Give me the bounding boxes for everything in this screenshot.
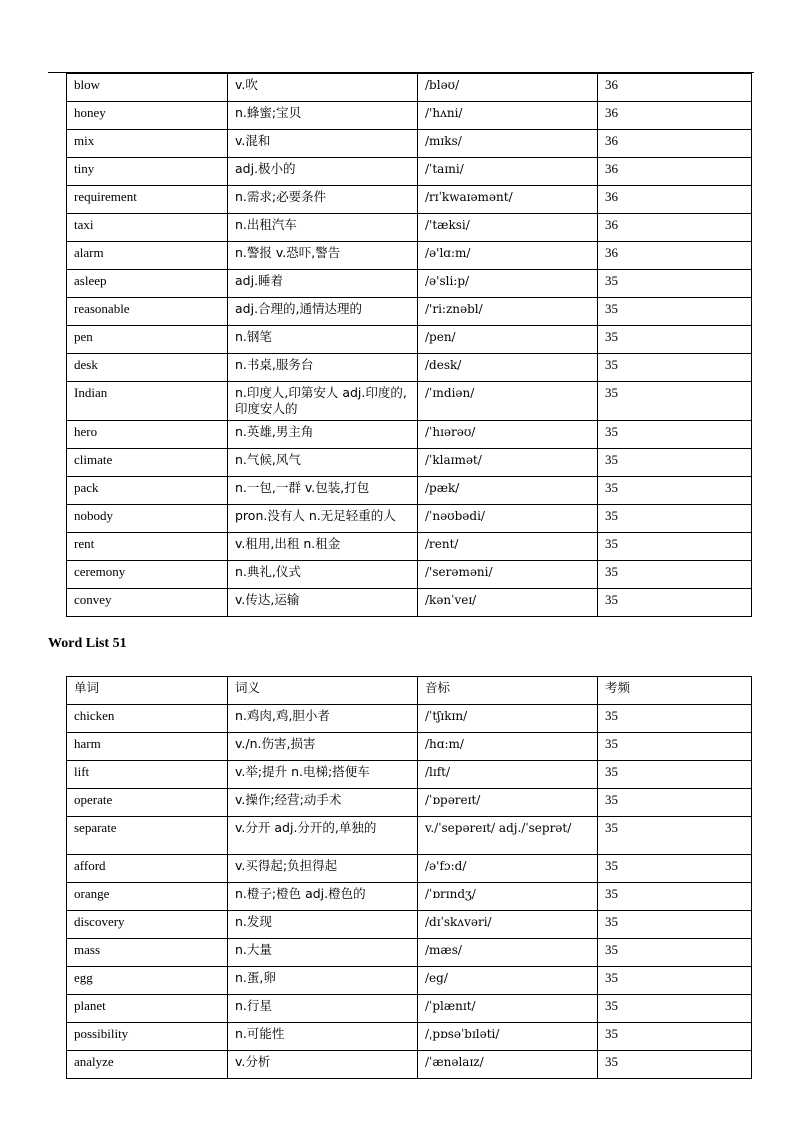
table-row bbox=[67, 354, 752, 382]
phonetic-cell: /ə'fɔ:d/ bbox=[418, 855, 598, 883]
definition-cell: v.分析 bbox=[228, 1051, 418, 1079]
frequency-cell: 35 bbox=[598, 995, 752, 1023]
table-row bbox=[67, 505, 752, 533]
table-row bbox=[67, 939, 752, 967]
word-cell: pen bbox=[67, 326, 228, 354]
table-row bbox=[67, 589, 752, 617]
frequency-cell: 35 bbox=[598, 883, 752, 911]
word-cell: ceremony bbox=[67, 561, 228, 589]
frequency-cell: 35 bbox=[598, 561, 752, 589]
word-cell: climate bbox=[67, 449, 228, 477]
definition-cell: n.书桌,服务台 bbox=[228, 354, 418, 382]
table-row bbox=[67, 817, 752, 855]
definition-cell: v./n.伤害,损害 bbox=[228, 733, 418, 761]
definition-cell: n.气候,风气 bbox=[228, 449, 418, 477]
frequency-cell: 35 bbox=[598, 939, 752, 967]
frequency-cell: 35 bbox=[598, 533, 752, 561]
table-row bbox=[67, 883, 752, 911]
phonetic-cell: /ə'lɑ:m/ bbox=[418, 242, 598, 270]
word-cell: pack bbox=[67, 477, 228, 505]
definition-cell: n.橙子;橙色 adj.橙色的 bbox=[228, 883, 418, 911]
frequency-cell: 36 bbox=[598, 214, 752, 242]
word-cell: mass bbox=[67, 939, 228, 967]
definition-cell: v.买得起;负担得起 bbox=[228, 855, 418, 883]
table-row bbox=[67, 533, 752, 561]
frequency-cell: 35 bbox=[598, 911, 752, 939]
table-row bbox=[67, 158, 752, 186]
phonetic-cell: /ˈɪndiən/ bbox=[418, 382, 598, 421]
definition-cell: v.分开 adj.分开的,单独的 bbox=[228, 817, 418, 855]
definition-cell: v.混和 bbox=[228, 130, 418, 158]
frequency-cell: 35 bbox=[598, 817, 752, 855]
table-row bbox=[67, 186, 752, 214]
definition-cell: n.行星 bbox=[228, 995, 418, 1023]
word-cell: harm bbox=[67, 733, 228, 761]
phonetic-cell: /mɪks/ bbox=[418, 130, 598, 158]
phonetic-cell: /rent/ bbox=[418, 533, 598, 561]
phonetic-cell: /'hʌni/ bbox=[418, 102, 598, 130]
definition-cell: n.蜂蜜;宝贝 bbox=[228, 102, 418, 130]
phonetic-cell: /ˈænəlaɪz/ bbox=[418, 1051, 598, 1079]
header-phonetic: 音标 bbox=[418, 677, 598, 705]
table-row bbox=[67, 74, 752, 102]
definition-cell: pron.没有人 n.无足轻重的人 bbox=[228, 505, 418, 533]
table-row bbox=[67, 705, 752, 733]
word-cell: chicken bbox=[67, 705, 228, 733]
definition-cell: n.钢笔 bbox=[228, 326, 418, 354]
definition-cell: n.大量 bbox=[228, 939, 418, 967]
definition-cell: n.出租汽车 bbox=[228, 214, 418, 242]
word-cell: Indian bbox=[67, 382, 228, 421]
word-cell: mix bbox=[67, 130, 228, 158]
table-row bbox=[67, 1023, 752, 1051]
definition-cell: n.典礼,仪式 bbox=[228, 561, 418, 589]
definition-cell: v.租用,出租 n.租金 bbox=[228, 533, 418, 561]
phonetic-cell: /lɪft/ bbox=[418, 761, 598, 789]
table-row bbox=[67, 995, 752, 1023]
frequency-cell: 35 bbox=[598, 589, 752, 617]
word-cell: blow bbox=[67, 74, 228, 102]
word-list-table bbox=[66, 676, 752, 1079]
word-cell: planet bbox=[67, 995, 228, 1023]
table-row bbox=[67, 421, 752, 449]
phonetic-cell: /ˈtʃɪkɪn/ bbox=[418, 705, 598, 733]
word-cell: lift bbox=[67, 761, 228, 789]
word-cell: requirement bbox=[67, 186, 228, 214]
frequency-cell: 35 bbox=[598, 270, 752, 298]
section-title: Word List 51 bbox=[48, 636, 127, 651]
frequency-cell: 35 bbox=[598, 449, 752, 477]
phonetic-cell: /ˈklaɪmət/ bbox=[418, 449, 598, 477]
table-row bbox=[67, 326, 752, 354]
table-row bbox=[67, 102, 752, 130]
word-cell: possibility bbox=[67, 1023, 228, 1051]
frequency-cell: 35 bbox=[598, 761, 752, 789]
phonetic-cell: /desk/ bbox=[418, 354, 598, 382]
definition-cell: n.一包,一群 v.包装,打包 bbox=[228, 477, 418, 505]
frequency-cell: 36 bbox=[598, 102, 752, 130]
word-cell: operate bbox=[67, 789, 228, 817]
frequency-cell: 35 bbox=[598, 326, 752, 354]
phonetic-cell: /rɪˈkwaɪəmənt/ bbox=[418, 186, 598, 214]
definition-cell: n.鸡肉,鸡,胆小者 bbox=[228, 705, 418, 733]
word-cell: alarm bbox=[67, 242, 228, 270]
phonetic-cell: /eg/ bbox=[418, 967, 598, 995]
definition-cell: v.举;提升 n.电梯;搭便车 bbox=[228, 761, 418, 789]
frequency-cell: 35 bbox=[598, 1023, 752, 1051]
header-word: 单词 bbox=[67, 677, 228, 705]
frequency-cell: 35 bbox=[598, 705, 752, 733]
word-cell: afford bbox=[67, 855, 228, 883]
phonetic-cell: /ˈhɪərəʊ/ bbox=[418, 421, 598, 449]
frequency-cell: 35 bbox=[598, 733, 752, 761]
table-row bbox=[67, 214, 752, 242]
table-row bbox=[67, 733, 752, 761]
table-row bbox=[67, 477, 752, 505]
definition-cell: v.吹 bbox=[228, 74, 418, 102]
table-row bbox=[67, 1051, 752, 1079]
table-row bbox=[67, 761, 752, 789]
word-cell: nobody bbox=[67, 505, 228, 533]
phonetic-cell: /ˈɒpəreɪt/ bbox=[418, 789, 598, 817]
definition-cell: n.蛋,卵 bbox=[228, 967, 418, 995]
frequency-cell: 36 bbox=[598, 158, 752, 186]
frequency-cell: 35 bbox=[598, 1051, 752, 1079]
word-table-continued bbox=[66, 73, 752, 617]
table-row bbox=[67, 967, 752, 995]
frequency-cell: 35 bbox=[598, 298, 752, 326]
word-cell: hero bbox=[67, 421, 228, 449]
frequency-cell: 35 bbox=[598, 505, 752, 533]
frequency-cell: 35 bbox=[598, 477, 752, 505]
word-cell: egg bbox=[67, 967, 228, 995]
phonetic-cell: /bləʊ/ bbox=[418, 74, 598, 102]
frequency-cell: 35 bbox=[598, 354, 752, 382]
table-row bbox=[67, 911, 752, 939]
definition-cell: adj.睡着 bbox=[228, 270, 418, 298]
definition-cell: n.英雄,男主角 bbox=[228, 421, 418, 449]
definition-cell: n.印度人,印第安人 adj.印度的,印度安人的 bbox=[228, 382, 418, 421]
frequency-cell: 36 bbox=[598, 74, 752, 102]
word-cell: honey bbox=[67, 102, 228, 130]
phonetic-cell: /ˈnəʊbədi/ bbox=[418, 505, 598, 533]
phonetic-cell: /hɑ:m/ bbox=[418, 733, 598, 761]
frequency-cell: 35 bbox=[598, 855, 752, 883]
header-frequency: 考频 bbox=[598, 677, 752, 705]
phonetic-cell: /ˈplænɪt/ bbox=[418, 995, 598, 1023]
frequency-cell: 36 bbox=[598, 130, 752, 158]
phonetic-cell: /'tæksi/ bbox=[418, 214, 598, 242]
phonetic-cell: /kənˈveɪ/ bbox=[418, 589, 598, 617]
frequency-cell: 35 bbox=[598, 421, 752, 449]
frequency-cell: 36 bbox=[598, 186, 752, 214]
definition-cell: n.警报 v.恐吓,警告 bbox=[228, 242, 418, 270]
phonetic-cell: /ˈtaɪni/ bbox=[418, 158, 598, 186]
table-row bbox=[67, 242, 752, 270]
table-row bbox=[67, 561, 752, 589]
word-cell: discovery bbox=[67, 911, 228, 939]
phonetic-cell: /ə'sli:p/ bbox=[418, 270, 598, 298]
phonetic-cell: /ˈɒrɪndʒ/ bbox=[418, 883, 598, 911]
phonetic-cell: /ˌpɒsəˈbɪləti/ bbox=[418, 1023, 598, 1051]
word-cell: convey bbox=[67, 589, 228, 617]
definition-cell: n.需求;必要条件 bbox=[228, 186, 418, 214]
phonetic-cell: /mæs/ bbox=[418, 939, 598, 967]
frequency-cell: 35 bbox=[598, 382, 752, 421]
word-cell: desk bbox=[67, 354, 228, 382]
definition-cell: n.发现 bbox=[228, 911, 418, 939]
definition-cell: n.可能性 bbox=[228, 1023, 418, 1051]
phonetic-cell: /pæk/ bbox=[418, 477, 598, 505]
table-row bbox=[67, 130, 752, 158]
word-cell: taxi bbox=[67, 214, 228, 242]
phonetic-cell: /'serəməni/ bbox=[418, 561, 598, 589]
frequency-cell: 36 bbox=[598, 242, 752, 270]
word-cell: asleep bbox=[67, 270, 228, 298]
word-cell: reasonable bbox=[67, 298, 228, 326]
table-header-row bbox=[67, 677, 752, 705]
frequency-cell: 35 bbox=[598, 967, 752, 995]
word-cell: tiny bbox=[67, 158, 228, 186]
table-row bbox=[67, 789, 752, 817]
word-cell: orange bbox=[67, 883, 228, 911]
phonetic-cell: v./ˈsepəreɪt/ adj./ˈseprət/ bbox=[418, 817, 598, 855]
table-row bbox=[67, 298, 752, 326]
table-row bbox=[67, 449, 752, 477]
phonetic-cell: /dɪˈskʌvəri/ bbox=[418, 911, 598, 939]
definition-cell: adj.极小的 bbox=[228, 158, 418, 186]
phonetic-cell: /pen/ bbox=[418, 326, 598, 354]
table-row bbox=[67, 270, 752, 298]
word-cell: rent bbox=[67, 533, 228, 561]
definition-cell: adj.合理的,通情达理的 bbox=[228, 298, 418, 326]
phonetic-cell: /'ri:znəbl/ bbox=[418, 298, 598, 326]
frequency-cell: 35 bbox=[598, 789, 752, 817]
definition-cell: v.传达,运输 bbox=[228, 589, 418, 617]
header-definition: 词义 bbox=[228, 677, 418, 705]
definition-cell: v.操作;经营;动手术 bbox=[228, 789, 418, 817]
word-cell: analyze bbox=[67, 1051, 228, 1079]
word-cell: separate bbox=[67, 817, 228, 855]
table-row bbox=[67, 855, 752, 883]
table-row bbox=[67, 382, 752, 421]
